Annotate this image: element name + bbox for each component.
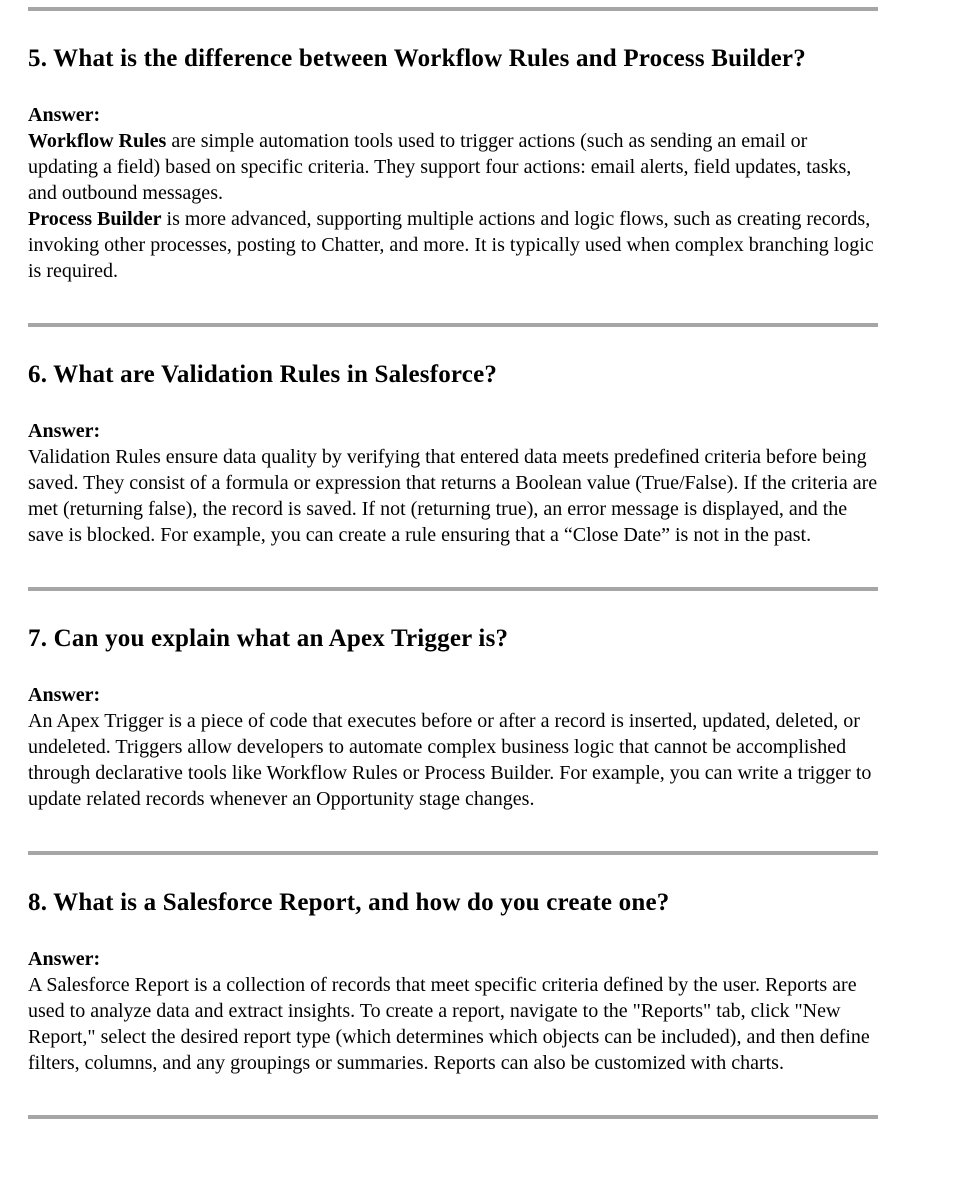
paragraph-text: Validation Rules ensure data quality by verifying that entered data meets predefined criteria before being saved. They consist of a formula or expression that returns a Boolean value (True/False). If the criteria are met (returning false), the record is saved. If not (returning true), an error message is displayed, and the save is blocked. For example, you can create a rule ensuring that a “Close Date” is not in the past. <box>28 446 878 546</box>
question-heading: 8. What is a Salesforce Report, and how do you create one? <box>28 889 670 916</box>
answer-paragraph <box>28 206 878 284</box>
qa-section-5 <box>28 44 878 284</box>
paragraph-text: An Apex Trigger is a piece of code that executes before or after a record is inserted, updated, deleted, or undeleted. Triggers allow developers to automate complex business logic that cannot be accomplished through declarative tools like Workflow Rules or Process Builder. For example, you can write a trigger to update related records whenever an Opportunity stage changes. <box>28 710 872 810</box>
paragraph-text: are simple automation tools used to trigger actions (such as sending an email or updating a field) based on specific criteria. They support four actions: email alerts, field updates, tasks, and outbound messages. <box>28 130 852 204</box>
qa-section-7 <box>28 624 878 812</box>
page-top-divider <box>28 7 878 11</box>
page-bottom-divider <box>28 1115 878 1119</box>
answer-label: Answer: <box>28 684 101 706</box>
answer-paragraph <box>28 708 878 812</box>
section-divider <box>28 851 878 855</box>
section-divider <box>28 323 878 327</box>
paragraph-text: A Salesforce Report is a collection of records that meet specific criteria defined by the user. Reports are used to analyze data and extract insights. To create a report, navigate to the "Reports" tab, click "New Report," select the desired report type (which determines which objects can be included), and then define filters, columns, and any groupings or summaries. Reports can also be customized with charts. <box>28 974 870 1074</box>
answer-paragraph <box>28 444 878 548</box>
answer-paragraph <box>28 972 878 1076</box>
answer-label: Answer: <box>28 948 101 970</box>
paragraph-text: is more advanced, supporting multiple actions and logic flows, such as creating records, invoking other processes, posting to Chatter, and more. It is typically used when complex branching logic is required. <box>28 208 874 282</box>
document-page <box>0 7 878 1119</box>
question-heading: 7. Can you explain what an Apex Trigger is? <box>28 625 509 652</box>
bold-lead: Workflow Rules <box>28 130 167 152</box>
qa-section-8 <box>28 888 878 1076</box>
question-heading: 6. What are Validation Rules in Salesforce? <box>28 361 498 388</box>
answer-label: Answer: <box>28 104 101 126</box>
qa-section-6 <box>28 360 878 548</box>
section-divider <box>28 587 878 591</box>
bold-lead: Process Builder <box>28 208 162 230</box>
question-heading: 5. What is the difference between Workflow Rules and Process Builder? <box>28 45 806 72</box>
answer-label: Answer: <box>28 420 101 442</box>
answer-paragraph <box>28 128 878 206</box>
